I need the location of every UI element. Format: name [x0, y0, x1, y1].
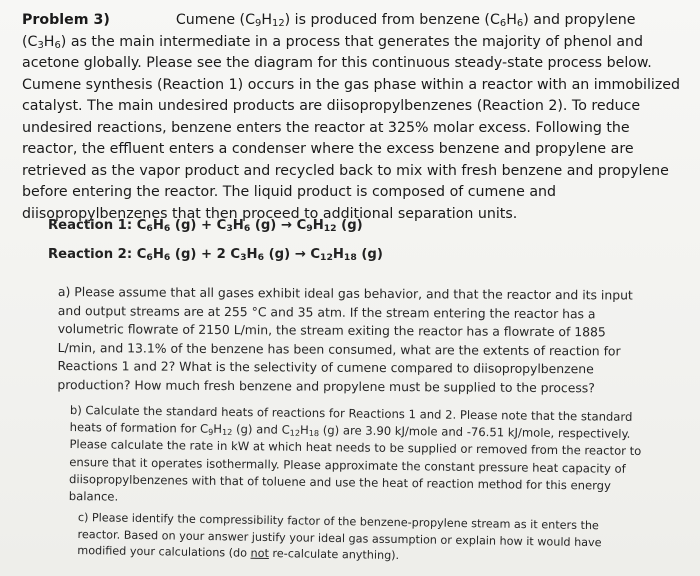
- subscript: 6: [163, 252, 171, 263]
- subscript: 18: [308, 428, 320, 439]
- reaction-text: (g) + 2 C: [170, 247, 241, 262]
- question-text: c) Please identify the compressibility factor of the benzene-propylene stream as it enters the reactor. Based on your answer justify your ideal gas assumption or explain how it would have modified your calculations (do: [77, 510, 602, 560]
- question-text: b) Calculate the standard heats of reactions for Reactions 1 and 2. Please note that the standard heats of formation for C: [69, 402, 633, 436]
- subscript: 6: [146, 223, 153, 234]
- question-c: [77, 510, 638, 568]
- subscript: 3: [240, 252, 247, 263]
- intro-text: H: [261, 12, 272, 28]
- subscript: 12: [272, 18, 285, 29]
- reaction-text: Reaction 2: C: [48, 247, 147, 262]
- reaction-text: (g): [336, 218, 363, 233]
- subscript: 3: [226, 223, 233, 234]
- reaction-1: [48, 218, 363, 233]
- subscript: 9: [208, 426, 214, 437]
- problem-title: Problem 3): [22, 12, 110, 28]
- reaction-text: H: [312, 218, 324, 233]
- subscript: 12: [323, 223, 337, 234]
- subscript: 6: [146, 252, 153, 263]
- subscript: 9: [255, 18, 262, 29]
- intro-text: ) is produced from benzene (C: [284, 12, 500, 28]
- reaction-text: Reaction 1: C: [48, 218, 147, 233]
- reaction-text: (g) + C: [170, 218, 227, 233]
- subscript: 12: [221, 427, 233, 438]
- subscript: 6: [243, 223, 251, 234]
- question-text: (g) and C: [232, 422, 290, 437]
- reaction-text: H: [246, 247, 258, 262]
- reaction-text: H: [232, 218, 244, 233]
- reaction-text: H: [332, 247, 344, 262]
- subscript: 3: [37, 39, 44, 51]
- question-b: [69, 402, 648, 512]
- subscript: 12: [320, 252, 333, 263]
- intro-text: Cumene (C: [175, 12, 255, 28]
- question-text: re-calculate anything).: [268, 547, 400, 563]
- question-text: H: [213, 421, 223, 437]
- underlined-word: not: [250, 546, 270, 561]
- intro-text: ) as the main intermediate in a process that generates the majority of phenol and acetone globally. Please see the diagram for this continuous steady-state process below. Cumene synthesis (Reaction 1) occurs in the gas phase within a reactor with an immobilized catalyst. The main undesired products are diisopropylbenzenes (Reaction 2). To reduce undesired reactions, benzene enters the reactor at 325% molar excess. Following the reactor, the effluent enters a condenser where the excess benzene and propylene are retrieved as the vapor product and recycled back to mix with fresh benzene and propylene before entering the reactor. The liquid product is composed of cumene and diisopropylbenzenes that then proceed to additional separation units.: [22, 33, 681, 222]
- question-a: a) Please assume that all gases exhibit ideal gas behavior, and that the reactor and its input and output streams are at 255 °C and 35 atm. If the stream entering the reactor has a volumetric flowrate of 2150 L/min, the stream exiting the reactor has a flowrate of 1885 L/min, and 13.1% of the benzene has been consumed, what are the extents of reaction for Reactions 1 and 2? What is the selectivity of cumene compared to diisopropylbenzene production? How much fresh benzene and propylene must be supplied to the process?: [57, 283, 633, 396]
- subscript: 6: [499, 18, 507, 29]
- reaction-text: H: [152, 247, 164, 262]
- subscript: 18: [343, 252, 357, 263]
- question-text: (g) are 3.90 kJ/mole and -76.51 kJ/mole, respectively. Please calculate the rate in kW at which heat needs to be supplied or removed from the reactor to ensure that it operates isothermally. Please approximate the constant pressure heat capacity of diisopropylbenzenes with that of toluene and use the heat of reaction method for this energy balance.: [68, 423, 642, 504]
- intro-text: ) and propylene (C: [22, 12, 636, 50]
- subscript: 12: [289, 427, 301, 439]
- reaction-text: (g) → C: [264, 247, 321, 262]
- reaction-text: (g) → C: [250, 218, 307, 233]
- question-text: H: [299, 423, 309, 438]
- reaction-text: (g): [356, 247, 383, 262]
- reaction-2: [48, 247, 383, 262]
- subscript: 6: [257, 252, 265, 263]
- problem-intro: [22, 10, 684, 225]
- intro-text: H: [506, 12, 517, 28]
- reaction-text: H: [152, 218, 164, 233]
- subscript: 6: [163, 223, 171, 234]
- subscript: 9: [306, 223, 313, 234]
- intro-text: H: [43, 33, 55, 50]
- subscript: 6: [54, 39, 61, 51]
- subscript: 6: [516, 18, 524, 29]
